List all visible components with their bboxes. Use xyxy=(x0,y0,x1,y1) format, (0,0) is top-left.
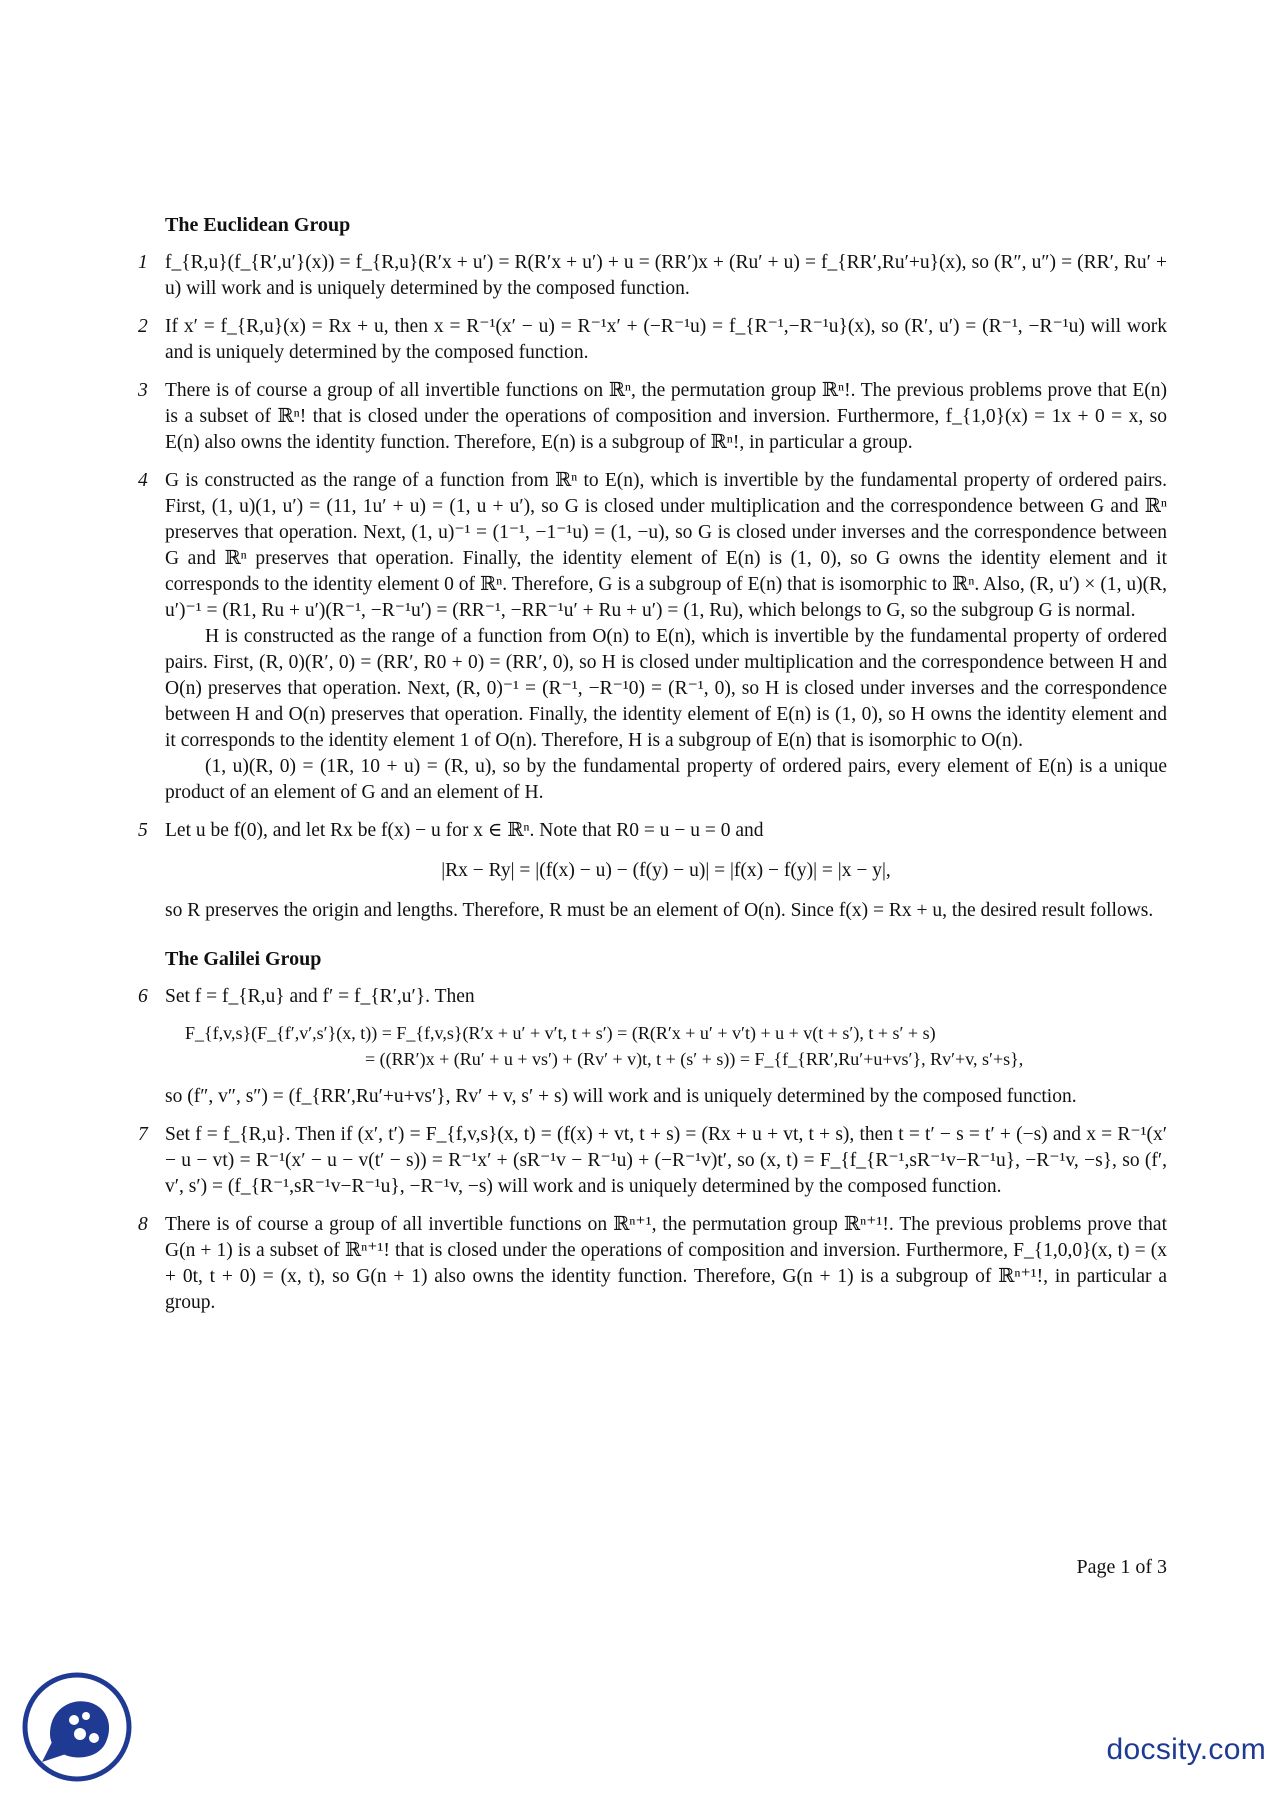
problem-5 xyxy=(138,818,1167,924)
brand-link[interactable]: docsity.com xyxy=(1106,1733,1266,1766)
problem-number: 6 xyxy=(138,986,148,1007)
problem-paragraph-product: (1, u)(R, 0) = (1R, 10 + u) = (R, u), so by the fundamental property of ordered pairs, every element of E(n) is a unique product of an element of G and an element of H. xyxy=(165,756,1167,803)
problem-intro: Set f = f_{R,u} and f′ = f_{R′,u′}. Then xyxy=(165,986,475,1007)
section-title-galilei: The Galilei Group xyxy=(165,948,322,970)
problem-8 xyxy=(138,1212,1167,1316)
display-equation-line-2: = ((RR′)x + (Ru′ + u + vs′) + (Rv′ + v)t, t + (s′ + s)) = F_{f_{RR′,Ru′+u+vs′}, Rv′+v, s′+s}, xyxy=(365,1049,1024,1069)
page-content xyxy=(138,212,1167,1328)
problem-text: There is of course a group of all invertible functions on ℝⁿ⁺¹, the permutation group ℝⁿ⁺¹!. The previous problems prove that G(n + 1) is a subset of ℝⁿ⁺¹! that is closed under the operations of composition and inversion. Furthermore, F_{1,0,0}(x, t) = (x + 0t, t + 0) = (x, t), so G(n + 1) also owns the identity function. Therefore, G(n + 1) is a subgroup of ℝⁿ⁺¹!, in particular a group. xyxy=(165,1214,1167,1313)
display-equation: |Rx − Ry| = |(f(x) − u) − (f(y) − u)| = |f(x) − f(y)| = |x − y|, xyxy=(441,860,891,881)
display-equation-line-1: F_{f,v,s}(F_{f′,v′,s′}(x, t)) = F_{f,v,s}(R′x + u′ + v′t, t + s′) = (R(R′x + u′ + v′t) + u + v(t + s′), t + s′ + s) xyxy=(185,1023,936,1043)
problem-number: 3 xyxy=(138,380,148,401)
problem-3 xyxy=(138,378,1167,456)
problem-paragraph-g: G is constructed as the range of a function from ℝⁿ to E(n), which is invertible by the fundamental property of ordered pairs. First, (1, u)(1, u′) = (11, 1u′ + u) = (1, u + u′), so G is closed under multiplication and the correspondence between G and ℝⁿ preserves that operation. Next, (1, u)⁻¹ = (1⁻¹, −1⁻¹u) = (1, −u), so G is closed under inverses and the correspondence between G and ℝⁿ preserves that operation. Finally, the identity element of E(n) is (1, 0), so G owns the identity element and it corresponds to the identity element 0 of ℝⁿ. Therefore, G is a subgroup of E(n) that is isomorphic to ℝⁿ. Also, (R, u′) × (1, u)(R, u′)⁻¹ = (R1, Ru + u′)(R⁻¹, −R⁻¹u′) = (RR⁻¹, −RR⁻¹u′ + Ru + u′) = (1, Ru), which belongs to G, so the subgroup G is normal. xyxy=(165,470,1167,621)
problem-number: 5 xyxy=(138,820,148,841)
problem-conclusion: so (f″, v″, s″) = (f_{RR′,Ru′+u+vs′}, Rv′ + v, s′ + s) will work and is uniquely determined by the composed function. xyxy=(165,1086,1077,1107)
problem-4 xyxy=(138,468,1167,806)
problem-paragraph-h: H is constructed as the range of a function from O(n) to E(n), which is invertible by the fundamental property of ordered pairs. First, (R, 0)(R′, 0) = (RR′, R0 + 0) = (RR′, 0), so H is closed under multiplication and the correspondence between H and O(n) preserves that operation. Next, (R, 0)⁻¹ = (R⁻¹, −R⁻¹0) = (R⁻¹, 0), so H is closed under inverses and the correspondence between H and O(n) preserves that operation. Finally, the identity element of E(n) is (1, 0), so H owns the identity element and it corresponds to the identity element 1 of O(n). Therefore, H is a subgroup of E(n) that is isomorphic to O(n). xyxy=(165,626,1167,751)
docsity-logo-icon[interactable] xyxy=(22,1672,132,1782)
problem-2 xyxy=(138,314,1167,366)
problem-number: 2 xyxy=(138,316,148,337)
problem-text: Set f = f_{R,u}. Then if (x′, t′) = F_{f,v,s}(x, t) = (f(x) + vt, t + s) = (Rx + u + vt, t + s), then t = t′ − s = t′ + (−s) and x = R⁻¹(x′ − u − vt) = R⁻¹(x′ − u − v(t′ − s)) = R⁻¹x′ + (sR⁻¹v − R⁻¹u) + (−R⁻¹v)t′, so (x, t) = F_{f_{R⁻¹,sR⁻¹v−R⁻¹u}, −R⁻¹v, −s}, so (f′, v′, s′) = (f_{R⁻¹,sR⁻¹v−R⁻¹u}, −R⁻¹v, −s) will work and is uniquely determined by the composed function. xyxy=(165,1124,1167,1197)
problem-intro: Let u be f(0), and let Rx be f(x) − u for x ∈ ℝⁿ. Note that R0 = u − u = 0 and xyxy=(165,820,764,841)
problem-text: There is of course a group of all invertible functions on ℝⁿ, the permutation group ℝⁿ!. The previous problems prove that E(n) is a subset of ℝⁿ! that is closed under the operations of composition and inversion. Furthermore, f_{1,0}(x) = 1x + 0 = x, so E(n) also owns the identity function. Therefore, E(n) is a subgroup of ℝⁿ!, in particular a group. xyxy=(165,380,1167,453)
logo-graphic xyxy=(22,1672,132,1782)
problem-1 xyxy=(138,250,1167,302)
problem-number: 8 xyxy=(138,1214,148,1235)
problem-number: 1 xyxy=(138,252,148,273)
problem-text: f_{R,u}(f_{R′,u′}(x)) = f_{R,u}(R′x + u′) = R(R′x + u′) + u = (RR′)x + (Ru′ + u) = f_{RR′,Ru′+u}(x), so (R″, u″) = (RR′, Ru′ + u) will work and is uniquely determined by the composed function. xyxy=(165,252,1167,299)
problem-text: If x′ = f_{R,u}(x) = Rx + u, then x = R⁻¹(x′ − u) = R⁻¹x′ + (−R⁻¹u) = f_{R⁻¹,−R⁻¹u}(x), so (R′, u′) = (R⁻¹, −R⁻¹u) will work and is uniquely determined by the composed function. xyxy=(165,316,1167,363)
section-title-euclidean: The Euclidean Group xyxy=(165,214,351,236)
problem-6 xyxy=(138,984,1167,1110)
problem-7 xyxy=(138,1122,1167,1200)
page-number: Page 1 of 3 xyxy=(1076,1556,1167,1578)
problem-number: 7 xyxy=(138,1124,148,1145)
display-equation-block xyxy=(185,1020,1167,1072)
problem-number: 4 xyxy=(138,470,148,491)
problem-conclusion: so R preserves the origin and lengths. Therefore, R must be an element of O(n). Since f(x) = Rx + u, the desired result follows. xyxy=(165,900,1154,921)
